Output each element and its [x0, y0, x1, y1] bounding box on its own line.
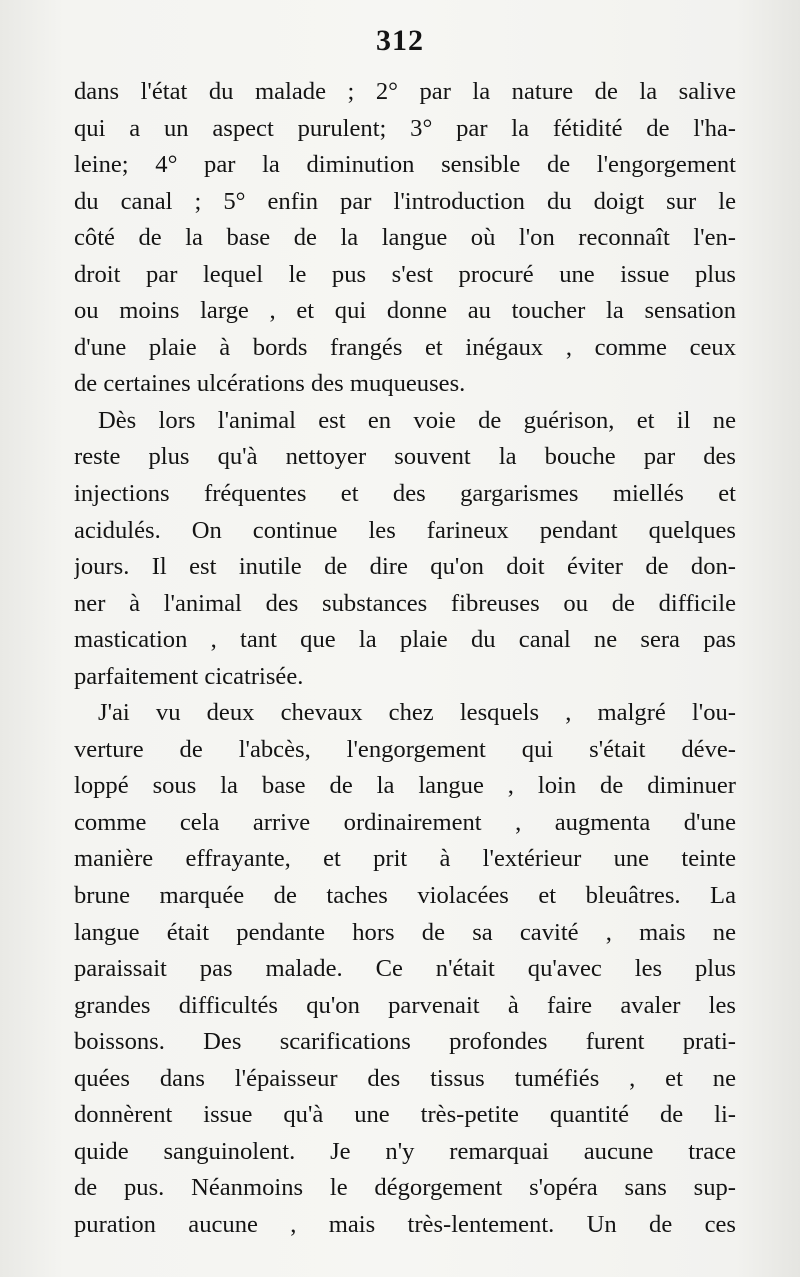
text-line: acidulés. On continue les farineux pendant quelques [74, 516, 736, 544]
text-line: donnèrent issue qu'à une très-petite quantité de li- [74, 1101, 736, 1129]
text-line: reste plus qu'à nettoyer souvent la bouche par des [74, 443, 736, 471]
text-line: du canal ; 5° enfin par l'introduction du doigt sur le [74, 187, 736, 215]
text-line: de pus. Néanmoins le dégorgement s'opéra sans sup- [74, 1174, 736, 1202]
text-line: grandes difficultés qu'on parvenait à faire avaler les [74, 991, 736, 1019]
text-line: mastication , tant que la plaie du canal ne sera pas [74, 626, 736, 654]
text-line: ou moins large , et qui donne au toucher la sensation [74, 297, 736, 325]
text-line: droit par lequel le pus s'est procuré une issue plus [74, 260, 736, 288]
text-line: langue était pendante hors de sa cavité , mais ne [74, 918, 736, 946]
body-text [74, 74, 736, 1244]
text-line: d'une plaie à bords frangés et inégaux , comme ceux [74, 333, 736, 361]
text-line: paraissait pas malade. Ce n'était qu'avec les plus [74, 955, 736, 983]
text-line: puration aucune , mais très-lentement. Un de ces [74, 1210, 736, 1238]
text-line-paragraph-end: de certaines ulcérations des muqueuses. [74, 370, 466, 398]
text-line: quide sanguinolent. Je n'y remarquai aucune trace [74, 1137, 736, 1165]
text-line: qui a un aspect purulent; 3° par la fétidité de l'ha- [74, 114, 736, 142]
text-line-paragraph-start: J'ai vu deux chevaux chez lesquels , malgré l'ou- [98, 699, 736, 727]
text-line: comme cela arrive ordinairement , augmenta d'une [74, 808, 736, 836]
text-line: injections fréquentes et des gargarismes miellés et [74, 480, 736, 508]
text-line: côté de la base de la langue où l'on reconnaît l'en- [74, 224, 736, 252]
text-line: loppé sous la base de la langue , loin de diminuer [74, 772, 736, 800]
text-line: jours. Il est inutile de dire qu'on doit éviter de don- [74, 553, 736, 581]
text-line: brune marquée de taches violacées et bleuâtres. La [74, 882, 736, 910]
text-line: ner à l'animal des substances fibreuses ou de difficile [74, 589, 736, 617]
text-line-paragraph-start: Dès lors l'animal est en voie de guérison, et il ne [98, 406, 736, 434]
text-line: verture de l'abcès, l'engorgement qui s'était déve- [74, 735, 736, 763]
text-line-paragraph-end: parfaitement cicatrisée. [74, 662, 304, 690]
text-line: leine; 4° par la diminution sensible de l'engorgement [74, 151, 736, 179]
text-line: boissons. Des scarifications profondes furent prati- [74, 1028, 736, 1056]
text-line: dans l'état du malade ; 2° par la nature de la salive [74, 78, 736, 105]
text-line: quées dans l'épaisseur des tissus tuméfiés , et ne [74, 1064, 736, 1092]
text-line: manière effrayante, et prit à l'extérieur une teinte [74, 845, 736, 873]
page-number: 312 [376, 24, 424, 57]
